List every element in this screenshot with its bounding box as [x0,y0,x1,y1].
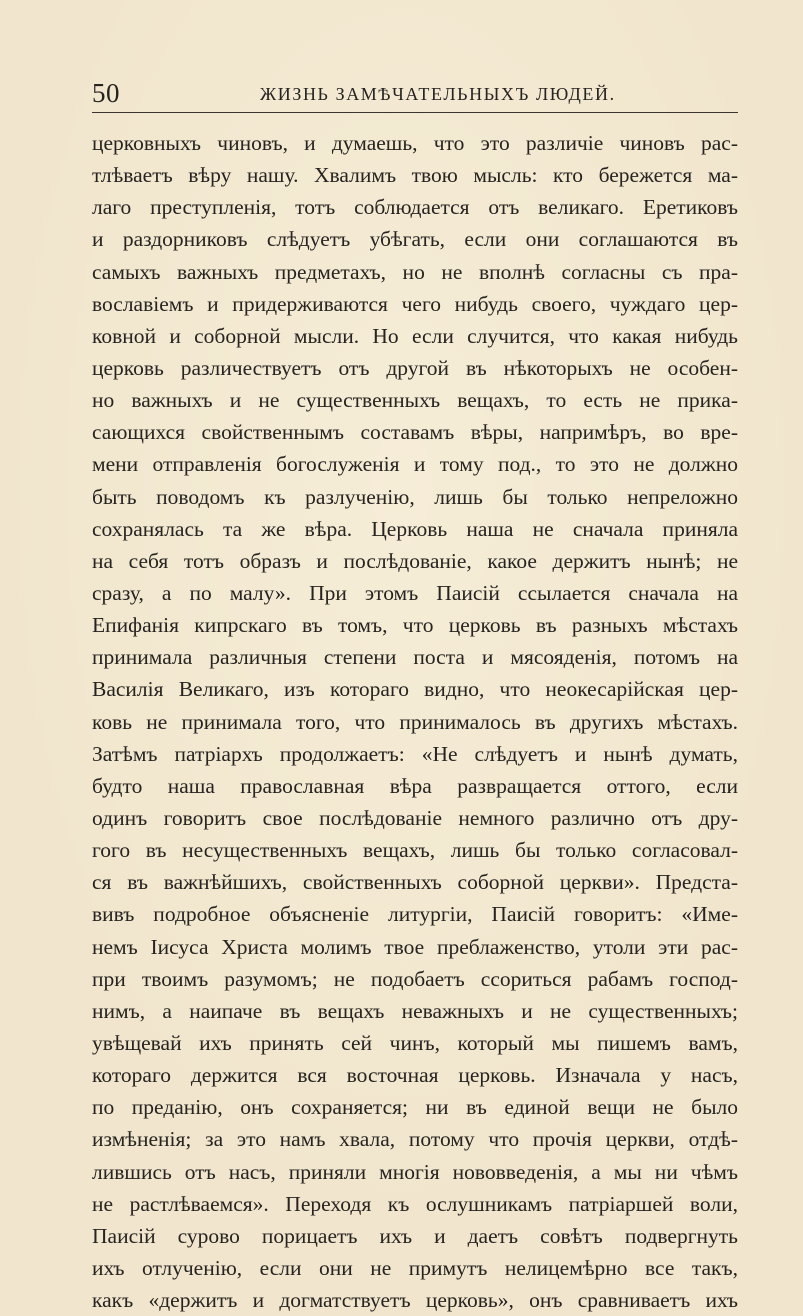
text-line: лаго преступленія, тотъ соблюдается отъ великаго. Еретиковъ [92,195,738,220]
text-line: одинъ говоритъ свое послѣдованіе немного различно отъ дру- [92,805,738,830]
text-line: Василія Великаго, изъ котораго видно, что неокесарійская цер- [92,677,738,702]
text-line: принимала различныя степени поста и мясояденія, потомъ на [92,645,738,670]
text-line: гого въ несущественныхъ вещахъ, лишь бы только согласовал- [92,838,738,863]
text-line: сающихся свойственнымъ составамъ вѣры, напримѣръ, во вре- [92,420,738,445]
text-line: сохранялась та же вѣра. Церковь наша не сначала приняла [92,516,738,541]
text-line: будто наша православная вѣра развращается оттого, если [92,773,738,798]
text-line: при твоимъ разумомъ; не подобаетъ ссориться рабамъ господ- [92,966,738,991]
text-line: Паисій сурово порицаетъ ихъ и даетъ совѣтъ подвергнуть [92,1223,738,1248]
text-line: но важныхъ и не существенныхъ вещахъ, то есть не прика- [92,388,738,413]
running-title: ЖИЗНЬ ЗАМѢЧАТЕЛЬНЫХЪ ЛЮДЕЙ. [260,84,616,104]
text-line: самыхъ важныхъ предметахъ, но не вполнѣ согласны съ пра- [92,259,738,284]
text-line: ихъ отлученію, если они не примутъ нелицемѣрно все такъ, [92,1255,738,1280]
page-header [92,78,738,108]
text-line: ковь не принимала того, что принималось въ другихъ мѣстахъ. [92,709,738,734]
text-line: ся въ важнѣйшихъ, свойственныхъ соборной церкви». Предста- [92,870,738,895]
text-line: мени отправленія богослуженія и тому под., то это не должно [92,452,738,477]
text-line: измѣненія; за это намъ хвала, потому что прочія церкви, отдѣ- [92,1127,738,1152]
text-line: сразу, а по малу». При этомъ Паисій ссылается сначала на [92,580,738,605]
text-line: ковной и соборной мысли. Но если случится, что какая нибудь [92,323,738,348]
text-line: церковь различествуетъ отъ другой въ нѣкоторыхъ не особен- [92,355,738,380]
body-text [92,127,738,1316]
text-line: увѣщевай ихъ принять сей чинъ, который мы пишемъ вамъ, [92,1030,738,1055]
text-line: Епифанія кипрскаго въ томъ, что церковь въ разныхъ мѣстахъ [92,613,738,638]
text-line: нимъ, а наипаче въ вещахъ неважныхъ и не существенныхъ; [92,998,738,1023]
text-line: быть поводомъ къ разлученію, лишь бы только непреложно [92,484,738,509]
page-number: 50 [92,78,120,108]
text-line: не растлѣваемся». Переходя къ ослушникамъ патріаршей воли, [92,1191,738,1216]
text-line: и раздорниковъ слѣдуетъ убѣгать, если они соглашаются въ [92,227,738,252]
text-line: вославіемъ и придерживаются чего нибудь своего, чуждаго цер- [92,291,738,316]
text-line: церковныхъ чиновъ, и думаешь, что это различіе чиновъ рас- [92,131,738,155]
text-line: по преданію, онъ сохраняется; ни въ единой вещи не было [92,1095,738,1120]
text-line: вивъ подробное объясненіе литургіи, Паисій говоритъ: «Име- [92,902,738,927]
text-line: немъ Іисуса Христа молимъ твое преблаженство, утоли эти рас- [92,934,738,959]
text-line: котораго держится вся восточная церковь. Изначала у насъ, [92,1063,738,1088]
text-line: Затѣмъ патріархъ продолжаетъ: «Не слѣдуетъ и нынѣ думать, [92,741,738,766]
text-line: тлѣваетъ вѣру нашу. Хвалимъ твою мысль: кто бережется ма- [92,163,738,188]
text-line: какъ «держитъ и догматствуетъ церковь», онъ сравниваетъ ихъ [92,1288,738,1313]
header-rule [92,112,738,113]
text-line: лившись отъ насъ, приняли многія нововведенія, а мы ни чѣмъ [92,1159,738,1184]
text-line: на себя тотъ образъ и послѣдованіе, какое держитъ нынѣ; не [92,548,738,573]
